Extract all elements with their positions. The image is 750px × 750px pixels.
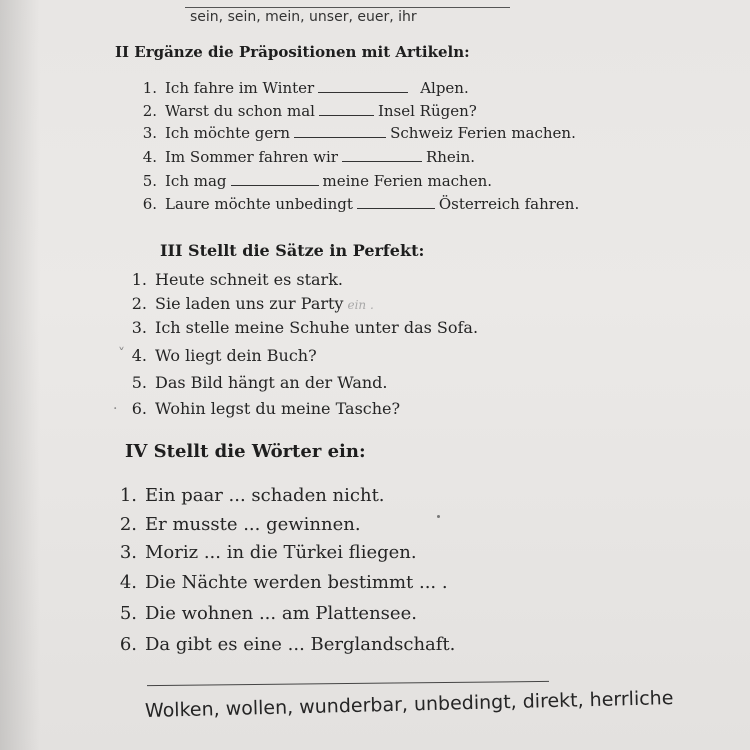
item-text: Die Nächte werden bestimmt ... . — [145, 572, 448, 593]
s3-item-4 — [125, 346, 317, 365]
item-text: Ein paar ... schaden nicht. — [145, 485, 385, 506]
s3-item-2 — [125, 294, 374, 313]
item-text-after: Schweiz Ferien machen. — [390, 124, 576, 142]
item-text: Heute schneit es stark. — [155, 270, 343, 289]
s4-item-2 — [115, 514, 361, 535]
s4-item-3 — [115, 542, 417, 563]
section-3-title: III Stellt die Sätze in Perfekt: — [160, 241, 425, 260]
item-number: 3. — [131, 318, 147, 337]
item-number: 1. — [131, 270, 147, 289]
item-number: 4. — [142, 148, 157, 166]
item-text-before: Ich möchte gern — [165, 124, 291, 142]
item-text-after: Insel Rügen? — [377, 102, 477, 120]
item-number: 3. — [119, 542, 137, 563]
s3-item-6 — [125, 399, 400, 418]
s3-item-3 — [125, 318, 478, 337]
item-number: 2. — [142, 102, 157, 120]
s2-item-4 — [135, 148, 475, 166]
s2-item-6 — [135, 195, 579, 213]
item-number: 6. — [131, 399, 147, 418]
item-number: 6. — [142, 195, 157, 213]
item-text-before: Laure möchte unbedingt — [165, 195, 353, 213]
item-text-after: Rhein. — [425, 148, 475, 166]
item-text: Moriz ... in die Türkei fliegen. — [145, 542, 417, 563]
top-word-list: sein, sein, mein, unser, euer, ihr — [190, 9, 417, 25]
s2-item-2 — [135, 102, 477, 120]
section-2-title: II Ergänze die Präpositionen mit Artikeln: — [115, 43, 470, 61]
s4-item-4 — [115, 572, 448, 593]
item-number: 5. — [131, 373, 147, 392]
item-text-before: Warst du schon mal — [165, 102, 315, 120]
s4-item-6 — [115, 634, 455, 655]
s3-item-5 — [125, 373, 388, 392]
handwritten-note: ein . — [347, 298, 374, 312]
item-text: Das Bild hängt an der Wand. — [155, 373, 388, 392]
item-number: 4. — [119, 572, 137, 593]
answer-blank[interactable] — [319, 103, 374, 116]
item-number: 5. — [119, 603, 137, 624]
item-text-before: Ich mag — [165, 172, 227, 190]
item-text-after: Österreich fahren. — [438, 195, 580, 213]
item-number: 1. — [119, 485, 137, 506]
answer-blank[interactable] — [231, 173, 319, 186]
page-shadow — [0, 0, 40, 750]
word-bank: Wolken, wollen, wunderbar, unbedingt, direkt, herrliche — [144, 687, 674, 722]
item-text-before: Im Sommer fahren wir — [165, 148, 338, 166]
item-text: Die wohnen ... am Plattensee. — [145, 603, 417, 624]
item-text: Wo liegt dein Buch? — [155, 346, 317, 365]
bottom-divider — [147, 681, 549, 686]
item-number: 6. — [119, 634, 137, 655]
s4-item-5 — [115, 603, 417, 624]
pencil-dot-mark: · — [113, 401, 118, 417]
top-divider — [185, 7, 510, 8]
item-text: Er musste ... gewinnen. — [145, 514, 361, 535]
item-number: 1. — [142, 79, 157, 97]
item-number: 2. — [119, 514, 137, 535]
answer-blank[interactable] — [357, 196, 435, 209]
item-text: Ich stelle meine Schuhe unter das Sofa. — [155, 318, 479, 337]
item-number: 5. — [142, 172, 157, 190]
answer-blank[interactable] — [294, 125, 386, 138]
s4-item-1 — [115, 485, 385, 506]
pencil-dot-mark — [437, 515, 440, 518]
item-text: Da gibt es eine ... Berglandschaft. — [145, 634, 456, 655]
item-text: Sie laden uns zur Party — [155, 294, 344, 313]
pencil-tick-mark: ˅ — [118, 346, 125, 362]
item-number: 3. — [142, 124, 157, 142]
item-text-after: Alpen. — [420, 79, 469, 97]
section-4-title: IV Stellt die Wörter ein: — [125, 441, 366, 462]
answer-blank[interactable] — [342, 149, 422, 162]
item-text-before: Ich fahre im Winter — [165, 79, 315, 97]
item-number: 4. — [131, 346, 147, 365]
item-number: 2. — [131, 294, 147, 313]
s2-item-5 — [135, 172, 492, 190]
s2-item-3 — [135, 124, 576, 142]
s3-item-1 — [125, 270, 343, 289]
answer-blank[interactable] — [318, 80, 408, 93]
s2-item-1 — [135, 79, 469, 97]
item-text-after: meine Ferien machen. — [322, 172, 493, 190]
item-text: Wohin legst du meine Tasche? — [155, 399, 401, 418]
